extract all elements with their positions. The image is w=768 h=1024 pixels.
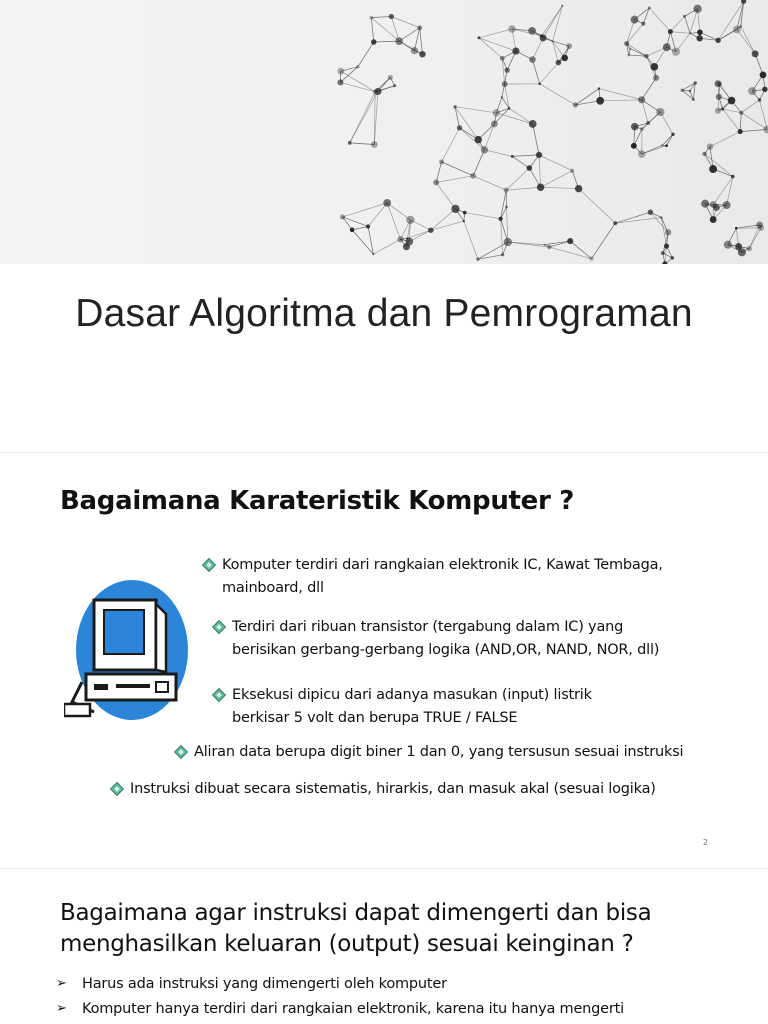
network-node <box>502 81 508 87</box>
network-node <box>547 245 551 249</box>
network-node <box>641 22 645 26</box>
network-node <box>570 168 574 172</box>
network-node <box>731 175 735 179</box>
network-node <box>671 133 674 136</box>
network-node <box>692 98 695 101</box>
network-node <box>663 43 671 51</box>
network-node <box>478 36 481 39</box>
network-node <box>648 210 653 215</box>
network-node <box>505 206 508 209</box>
network-node <box>717 82 722 87</box>
network-node <box>575 185 582 192</box>
network-node <box>653 75 659 81</box>
network-node <box>716 38 721 43</box>
network-node <box>665 229 671 235</box>
network-node <box>453 105 456 108</box>
network-node <box>702 152 706 156</box>
network-node <box>627 54 630 57</box>
network-node <box>735 243 742 250</box>
network-node <box>536 152 542 158</box>
network-node <box>735 227 738 230</box>
network-node <box>681 89 684 92</box>
network-node <box>369 16 373 20</box>
network-node <box>672 48 680 56</box>
bullet-item: Komputer terdiri dari rangkaian elektronik IC, Kawat Tembaga, mainboard, dll <box>222 554 663 600</box>
network-node <box>709 165 717 173</box>
network-node <box>511 155 514 158</box>
network-node <box>561 55 568 62</box>
network-node <box>393 84 396 87</box>
network-node <box>665 144 668 147</box>
diamond-bullet-icon <box>110 782 124 796</box>
network-node <box>476 257 480 261</box>
slide-title: Dasar Algoritma dan Pemrograman <box>75 292 693 335</box>
network-node <box>556 60 562 66</box>
network-node <box>646 121 650 125</box>
network-node <box>419 51 425 57</box>
network-node <box>701 200 709 208</box>
network-node <box>644 54 649 59</box>
network-node <box>388 75 393 80</box>
bullet-item: Terdiri dari ribuan transistor (tergabung dalam IC) yang berisikan gerbang-gerbang logika (AND,OR, NAND, NOR, dll) <box>232 616 659 662</box>
network-node <box>648 6 651 9</box>
network-node <box>638 150 646 158</box>
diamond-bullet-icon <box>174 745 188 759</box>
network-node <box>463 220 465 222</box>
content-slide-karakteristik <box>0 462 768 862</box>
network-node <box>348 141 352 145</box>
network-pattern-banner <box>0 0 768 264</box>
network-node <box>760 71 767 78</box>
network-node <box>656 108 664 116</box>
network-node <box>629 47 632 50</box>
network-node <box>389 14 394 19</box>
network-node <box>463 211 467 215</box>
network-node <box>372 253 374 255</box>
network-node <box>551 40 554 43</box>
network-node <box>752 50 759 57</box>
bullet-item: Aliran data berupa digit biner 1 dan 0, yang tersusun sesuai instruksi <box>194 741 683 764</box>
network-node <box>501 96 503 98</box>
network-node <box>671 256 675 260</box>
network-node <box>694 81 697 84</box>
diamond-bullet-icon <box>202 558 216 572</box>
arrow-bullet-icon: ➢ <box>56 1001 67 1016</box>
network-node <box>504 67 509 72</box>
network-node <box>721 108 724 111</box>
network-node <box>664 244 669 249</box>
network-node <box>696 35 702 41</box>
network-node <box>631 143 637 149</box>
network-node <box>748 87 756 95</box>
page-number: 2 <box>702 838 708 847</box>
network-node <box>561 5 563 7</box>
network-node <box>504 238 512 246</box>
network-node <box>470 173 476 179</box>
network-node <box>598 87 600 89</box>
network-node <box>337 68 344 75</box>
network-node <box>724 241 732 249</box>
network-node <box>537 184 544 191</box>
network-node <box>683 15 686 18</box>
network-node <box>411 47 418 54</box>
network-node <box>350 228 355 233</box>
network-node <box>638 96 645 103</box>
network-node <box>715 108 721 114</box>
network-node <box>758 98 762 102</box>
network-node <box>651 63 659 71</box>
network-node <box>504 188 509 193</box>
slide-divider <box>0 452 768 453</box>
network-node <box>693 5 701 13</box>
network-node <box>631 16 639 24</box>
network-node <box>689 32 691 34</box>
network-node <box>498 217 502 221</box>
network-node <box>697 29 703 35</box>
network-node <box>527 165 533 171</box>
network-node <box>689 90 691 92</box>
list-item: ➢ Harus ada instruksi yang dimengerti oleh komputer <box>56 976 447 992</box>
network-node <box>508 107 511 110</box>
slide-heading: Bagaimana Karateristik Komputer ? <box>60 486 575 516</box>
network-node <box>640 127 644 131</box>
network-node <box>529 56 536 63</box>
network-node <box>660 216 663 219</box>
network-node <box>512 47 519 54</box>
network-node <box>439 159 444 164</box>
slide-heading: Bagaimana agar instruksi dapat dimengerti dan bisa menghasilkan keluaran (output) sesuai keinginan ? <box>60 900 652 957</box>
diamond-bullet-icon <box>212 620 226 634</box>
network-node <box>340 214 345 219</box>
network-node <box>707 143 713 149</box>
network-node <box>500 56 505 61</box>
diamond-bullet-icon <box>212 688 226 702</box>
network-node <box>747 246 752 251</box>
bullet-item: Instruksi dibuat secara sistematis, hirarkis, dan masuk akal (sesuai logika) <box>130 778 656 801</box>
network-node <box>543 244 545 246</box>
network-node <box>538 83 541 86</box>
network-node <box>371 39 376 44</box>
network-node <box>710 216 717 223</box>
list-item: ➢ Komputer hanya terdiri dari rangkaian elektronik, karena itu hanya mengerti <box>56 1001 624 1017</box>
network-node <box>668 29 673 34</box>
network-node <box>540 34 543 37</box>
network-node <box>723 201 731 209</box>
title-slide <box>0 0 768 440</box>
network-node <box>493 109 500 116</box>
network-node <box>508 25 516 33</box>
network-node <box>631 123 639 130</box>
network-node <box>733 26 741 34</box>
network-node <box>756 221 763 228</box>
network-node <box>661 144 663 146</box>
network-node <box>567 238 573 244</box>
network-node <box>356 65 359 68</box>
network-node <box>624 41 629 46</box>
bullet-item: Eksekusi dipicu dari adanya masukan (input) listrik berkisar 5 volt dan berupa TRUE / FALSE <box>232 684 592 730</box>
network-node <box>573 102 578 107</box>
network-node <box>501 253 504 256</box>
network-node <box>491 121 498 128</box>
network-node <box>738 129 743 134</box>
network-node <box>613 221 617 225</box>
network-node <box>762 87 767 92</box>
network-node <box>596 97 604 105</box>
network-node <box>529 120 537 128</box>
network-node <box>406 216 414 224</box>
network-node <box>566 43 572 49</box>
network-node <box>428 227 433 232</box>
slide-divider <box>0 868 768 869</box>
network-node <box>661 251 665 255</box>
network-node <box>433 180 439 186</box>
content-slide-instruksi <box>0 876 768 1024</box>
network-node <box>395 37 403 45</box>
network-node <box>451 205 459 213</box>
network-node <box>589 256 594 261</box>
arrow-bullet-icon: ➢ <box>56 976 67 991</box>
network-node <box>397 236 403 242</box>
network-node <box>475 136 482 143</box>
network-node <box>457 125 462 130</box>
network-node <box>371 141 378 148</box>
network-node <box>405 238 413 246</box>
network-node <box>528 27 536 35</box>
network-node <box>716 94 722 100</box>
network-node <box>728 97 736 105</box>
network-node <box>373 89 378 94</box>
network-node <box>481 146 488 153</box>
network-node <box>383 199 391 207</box>
network-node <box>739 111 743 115</box>
network-node <box>366 224 370 228</box>
network-node <box>710 201 717 208</box>
network-node <box>417 25 422 30</box>
network-node <box>337 79 343 85</box>
computer-clipart-icon <box>64 574 190 726</box>
